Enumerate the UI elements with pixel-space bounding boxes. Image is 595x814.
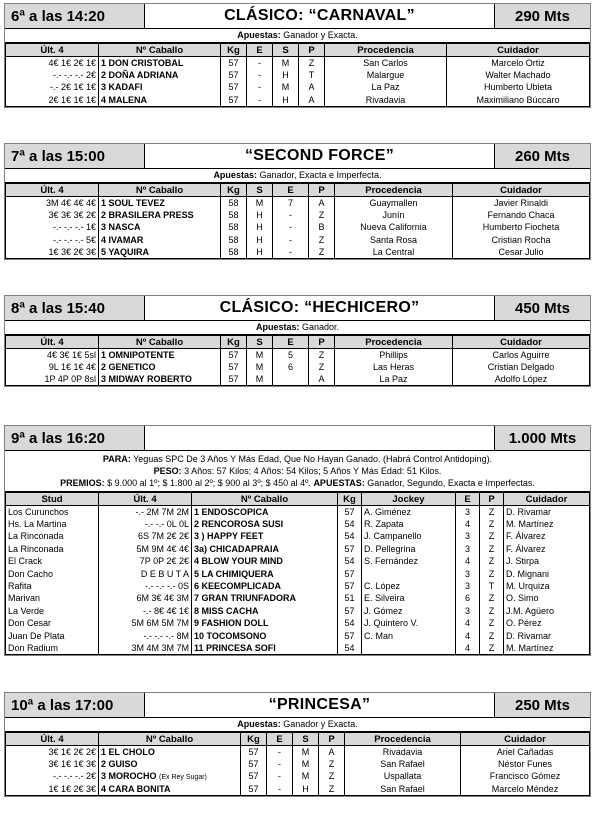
table-cell: 57: [241, 758, 267, 770]
table-row: [6, 580, 590, 592]
race-6-card: [4, 3, 591, 108]
table-cell: H: [247, 209, 273, 221]
table-cell: F. Álvarez: [504, 530, 590, 542]
table-cell: 9 FASHION DOLL: [192, 617, 338, 629]
table-cell: 2 BRASILERA PRESS: [99, 209, 221, 221]
table-cell: H: [247, 246, 273, 258]
table-cell: -: [247, 81, 273, 93]
table-cell: 57: [338, 543, 362, 555]
table-row: [6, 783, 590, 795]
table-cell: 54: [338, 555, 362, 567]
table-cell: H: [247, 221, 273, 233]
table-cell: A: [309, 373, 335, 385]
table-cell: 57: [221, 94, 247, 106]
table-cell: 11 PRINCESA SOFI: [192, 642, 338, 654]
table-cell: M. Urquiza: [504, 580, 590, 592]
table-row: [6, 246, 590, 258]
race-bets: Apuestas: Ganador, Exacta e Imperfecta.: [5, 169, 590, 183]
table-row: [6, 94, 590, 106]
table-cell: -: [273, 221, 309, 233]
table-cell: 3€ 1€ 1€ 3€: [6, 758, 99, 770]
table-cell: C. López: [362, 580, 456, 592]
table-cell: 57: [338, 567, 362, 579]
table-row: [6, 234, 590, 246]
table-cell: B: [309, 221, 335, 233]
table-cell: Z: [480, 530, 504, 542]
table-cell: Las Heras: [335, 361, 453, 373]
table-cell: R. Zapata: [362, 518, 456, 530]
table-cell: J.M. Agüero: [504, 605, 590, 617]
horse-note: (Ex Rey Sugar): [159, 774, 207, 782]
table-cell: 5 LA CHIMIQUERA: [192, 567, 338, 579]
table-cell: Don Radium: [6, 642, 99, 654]
table-cell: [362, 642, 456, 654]
table-cell: -: [247, 94, 273, 106]
table-cell: Z: [480, 629, 504, 641]
table-cell: Carlos Aguirre: [453, 349, 590, 361]
table-cell: 4 CARA BONITA: [99, 783, 241, 795]
table-cell: 3M 4M 3M 7M: [99, 642, 192, 654]
table-cell: 2€ 1€ 1€ 1€: [6, 94, 99, 106]
table-cell: Francisco Gómez: [461, 770, 590, 782]
table-cell: 5: [273, 349, 309, 361]
table-cell: Z: [319, 758, 345, 770]
table-row: [6, 506, 590, 518]
table-cell: M: [273, 81, 299, 93]
race-premios: PREMIOS: $ 9.000 al 1º; $ 1.800 al 2º; $ 900 al 3º; $ 450 al 4º. APUESTAS: Ganador, Segundo, Exacta e Imperfectas.: [60, 478, 535, 488]
table-cell: 3: [456, 580, 480, 592]
table-cell: Ariel Cañadas: [461, 746, 590, 758]
table-cell: H: [273, 94, 299, 106]
table-cell: 1 OMNIPOTENTE: [99, 349, 221, 361]
table-cell: Malargue: [325, 69, 447, 81]
race-peso: PESO: 3 Años: 57 Kilos; 4 Años: 54 Kilos; 5 Años Y Más Edad: 51 Kilos.: [153, 466, 442, 476]
table-cell: A. Giménez: [362, 506, 456, 518]
table-cell: La Rinconada: [6, 543, 99, 555]
table-cell: O. Simo: [504, 592, 590, 604]
race-6-table: [5, 43, 590, 107]
table-header-row: Últ. 4 Nº Caballo Kg E S P Procedencia Cuidador: [6, 733, 590, 746]
table-cell: 4€ 1€ 2€ 1€: [6, 57, 99, 69]
race-title: [145, 426, 494, 450]
race-distance: 260 Mts: [494, 144, 590, 168]
table-cell: 57: [221, 81, 247, 93]
race-8-table: [5, 335, 590, 386]
race-10-card: [4, 692, 591, 797]
table-cell: Rivadavia: [325, 94, 447, 106]
table-cell: 57: [221, 373, 247, 385]
table-cell: Hs. La Martina: [6, 518, 99, 530]
race-time: 7ª a las 15:00: [5, 144, 145, 168]
table-cell: 58: [221, 246, 247, 258]
race-bets: Apuestas: Ganador y Exacta.: [5, 718, 590, 732]
race-title: “PRINCESA”: [268, 696, 371, 713]
table-cell: -: [273, 246, 309, 258]
table-cell: Humberto Fiocheta: [453, 221, 590, 233]
table-cell: San Rafael: [345, 783, 461, 795]
table-cell: M. Martínez: [504, 642, 590, 654]
race-distance: 450 Mts: [494, 296, 590, 320]
table-cell: 4: [456, 555, 480, 567]
race-header: [5, 4, 590, 29]
table-cell: La Paz: [325, 81, 447, 93]
race-time: 8ª a las 15:40: [5, 296, 145, 320]
table-cell: M: [247, 373, 273, 385]
table-cell: 58: [221, 221, 247, 233]
table-cell: Uspallata: [345, 770, 461, 782]
table-cell: La Verde: [6, 605, 99, 617]
table-header-row: Últ. 4 Nº Caballo Kg S E P Procedencia Cuidador: [6, 184, 590, 197]
table-cell: 57: [221, 57, 247, 69]
table-cell: Z: [309, 349, 335, 361]
table-cell: H: [247, 234, 273, 246]
table-cell: Santa Rosa: [335, 234, 453, 246]
table-cell: La Rinconada: [6, 530, 99, 542]
table-cell: 3a) CHICADAPRAIA: [192, 543, 338, 555]
table-cell: La Paz: [335, 373, 453, 385]
table-row: [6, 209, 590, 221]
table-cell: 3: [456, 506, 480, 518]
table-cell: Z: [480, 642, 504, 654]
table-cell: Z: [299, 57, 325, 69]
race-time: 10ª a las 17:00: [5, 693, 145, 717]
table-row: [6, 605, 590, 617]
table-cell: -: [267, 746, 293, 758]
table-cell: Z: [480, 518, 504, 530]
race-9-card: [4, 425, 591, 656]
table-cell: -: [267, 770, 293, 782]
table-cell: -: [273, 234, 309, 246]
table-cell: Humberto Ubieta: [447, 81, 590, 93]
table-cell: O. Pérez: [504, 617, 590, 629]
table-cell: D. Rivamar: [504, 629, 590, 641]
table-cell: -.- -.- -.- 2€: [6, 69, 99, 81]
table-cell: D. Pellegrina: [362, 543, 456, 555]
table-cell: Phillips: [335, 349, 453, 361]
table-cell: M: [293, 770, 319, 782]
table-row: [6, 349, 590, 361]
table-cell: Z: [480, 506, 504, 518]
table-cell: Walter Machado: [447, 69, 590, 81]
table-cell: H: [273, 69, 299, 81]
table-cell: -: [247, 69, 273, 81]
table-cell: Junín: [335, 209, 453, 221]
table-cell: Guaymallen: [335, 197, 453, 209]
table-cell: 1 EL CHOLO: [99, 746, 241, 758]
table-cell: Maximiliano Búccaro: [447, 94, 590, 106]
table-cell: Adolfo López: [453, 373, 590, 385]
table-cell: 7: [273, 197, 309, 209]
table-cell: Don Cesar: [6, 617, 99, 629]
table-row: [6, 758, 590, 770]
table-cell: Fernando Chaca: [453, 209, 590, 221]
table-cell: Z: [309, 361, 335, 373]
table-cell: 51: [338, 592, 362, 604]
table-row: [6, 770, 590, 782]
table-cell: 57: [338, 605, 362, 617]
table-cell: 1 ENDOSCOPICA: [192, 506, 338, 518]
table-row: [6, 555, 590, 567]
table-cell: 57: [241, 770, 267, 782]
table-row: [6, 221, 590, 233]
table-cell: M: [293, 746, 319, 758]
table-cell: 3 KADAFI: [99, 81, 221, 93]
table-cell: Rivadavia: [345, 746, 461, 758]
table-cell: Nueva California: [335, 221, 453, 233]
table-cell: 6 KEECOMPLICADA: [192, 580, 338, 592]
table-cell: -: [267, 758, 293, 770]
table-cell: 54: [338, 617, 362, 629]
table-cell: 54: [338, 518, 362, 530]
table-cell: 57: [221, 349, 247, 361]
table-cell: Z: [480, 605, 504, 617]
table-cell: Néstor Funes: [461, 758, 590, 770]
table-row: [6, 617, 590, 629]
table-row: [6, 746, 590, 758]
table-cell: 4 IVAMAR: [99, 234, 221, 246]
table-cell: 3 NASCA: [99, 221, 221, 233]
table-cell: 4: [456, 642, 480, 654]
race-para: PARA: Yeguas SPC De 3 Años Y Más Edad, Que No Hayan Ganado. (Habrá Control Antidoping).: [102, 454, 493, 464]
table-cell: -.- 2M 7M 2M: [99, 506, 192, 518]
table-cell: M. Martínez: [504, 518, 590, 530]
race-7-card: [4, 143, 591, 260]
table-cell: 3€ 3€ 3€ 2€: [6, 209, 99, 221]
table-cell: 2 DOÑA ADRIANA: [99, 69, 221, 81]
table-cell: 4: [456, 617, 480, 629]
table-row: [6, 57, 590, 69]
table-cell: 57: [338, 629, 362, 641]
table-cell: 57: [241, 746, 267, 758]
table-cell: 7 GRAN TRIUNFADORA: [192, 592, 338, 604]
race-bets: Apuestas: Ganador y Exacta.: [5, 29, 590, 43]
table-row: [6, 530, 590, 542]
table-row: [6, 592, 590, 604]
table-cell: San Carlos: [325, 57, 447, 69]
race-title: CLÁSICO: “CARNAVAL”: [224, 7, 415, 24]
table-row: [6, 567, 590, 579]
table-cell: 8 MISS CACHA: [192, 605, 338, 617]
race-distance: 290 Mts: [494, 4, 590, 28]
table-cell: 3 ) HAPPY FEET: [192, 530, 338, 542]
table-cell: Z: [480, 543, 504, 555]
table-cell: 1P 4P 0P 8sl: [6, 373, 99, 385]
table-cell: 3M 4€ 4€ 4€: [6, 197, 99, 209]
table-cell: 1€ 3€ 2€ 3€: [6, 246, 99, 258]
race-10-table: [5, 732, 590, 796]
table-cell: -.- -.- -.- 5€: [6, 234, 99, 246]
table-cell: La Central: [335, 246, 453, 258]
table-cell: 6M 3€ 4€ 3M: [99, 592, 192, 604]
table-cell: 57: [221, 361, 247, 373]
table-cell: C. Man: [362, 629, 456, 641]
table-cell: 9L 1€ 1€ 4€: [6, 361, 99, 373]
table-cell: Z: [480, 592, 504, 604]
race-7-table: [5, 183, 590, 259]
table-cell: El Crack: [6, 555, 99, 567]
table-cell: 57: [221, 69, 247, 81]
table-cell: M: [273, 57, 299, 69]
race-header: [5, 693, 590, 718]
table-cell: M: [247, 361, 273, 373]
race-8-card: [4, 295, 591, 387]
table-cell: M: [247, 349, 273, 361]
table-cell: 5M 9M 4€ 4€: [99, 543, 192, 555]
table-cell: 10 TOCOMSONO: [192, 629, 338, 641]
race-conditions: [5, 451, 590, 492]
table-cell: 54: [338, 530, 362, 542]
table-cell: 1 SOUL TEVEZ: [99, 197, 221, 209]
table-cell: J. Stirpa: [504, 555, 590, 567]
table-cell: Cesar Julio: [453, 246, 590, 258]
table-cell: 57: [338, 506, 362, 518]
table-cell: -: [247, 57, 273, 69]
table-row: [6, 81, 590, 93]
table-cell: 6: [273, 361, 309, 373]
table-cell: Z: [480, 617, 504, 629]
table-cell: 1€ 1€ 2€ 3€: [6, 783, 99, 795]
table-cell: 4 MALENA: [99, 94, 221, 106]
table-cell: M: [247, 197, 273, 209]
table-cell: A: [309, 197, 335, 209]
table-cell: -.- 2€ 1€ 1€: [6, 81, 99, 93]
race-header: [5, 144, 590, 169]
table-cell: A: [299, 94, 325, 106]
table-cell: Don Cacho: [6, 567, 99, 579]
table-cell: 6S 7M 2€ 2€: [99, 530, 192, 542]
table-cell: A: [299, 81, 325, 93]
table-cell: Cristian Rocha: [453, 234, 590, 246]
table-cell: 3: [456, 543, 480, 555]
table-row: [6, 373, 590, 385]
table-cell: -.- -.- -.- 0S: [99, 580, 192, 592]
table-cell: 4: [456, 629, 480, 641]
table-row: [6, 642, 590, 654]
table-cell: 5M 6M 5M 7M: [99, 617, 192, 629]
table-cell: 2 RENCOROSA SUSI: [192, 518, 338, 530]
table-cell: J. Quintero V.: [362, 617, 456, 629]
table-cell: J. Gómez: [362, 605, 456, 617]
table-cell: Marcelo Méndez: [461, 783, 590, 795]
table-cell: J. Campanello: [362, 530, 456, 542]
table-cell: Marivan: [6, 592, 99, 604]
table-header-row: Últ. 4 Nº Caballo Kg E S P Procedencia Cuidador: [6, 44, 590, 57]
table-cell: Z: [319, 783, 345, 795]
table-cell: Z: [480, 555, 504, 567]
race-distance: 1.000 Mts: [494, 426, 590, 450]
table-cell: F. Álvarez: [504, 543, 590, 555]
table-cell: Z: [309, 234, 335, 246]
table-cell: -.- 8€ 4€ 1€: [99, 605, 192, 617]
table-cell: T: [480, 580, 504, 592]
race-9-table: [5, 492, 590, 655]
table-cell: Javier Rinaldi: [453, 197, 590, 209]
race-header: [5, 426, 590, 451]
table-cell: Los Curunchos: [6, 506, 99, 518]
table-cell: Rafita: [6, 580, 99, 592]
table-cell: 2 GUISO: [99, 758, 241, 770]
table-row: [6, 518, 590, 530]
table-cell: -: [273, 209, 309, 221]
table-cell: Z: [319, 770, 345, 782]
table-cell: [362, 567, 456, 579]
table-cell: [273, 373, 309, 385]
table-cell: D. Mignani: [504, 567, 590, 579]
table-row: [6, 69, 590, 81]
table-cell: Z: [480, 567, 504, 579]
table-header-row: Stud Últ. 4 Nº Caballo Kg Jockey E P Cuidador: [6, 493, 590, 506]
race-distance: 250 Mts: [494, 693, 590, 717]
table-row: [6, 197, 590, 209]
table-cell: Z: [309, 209, 335, 221]
table-cell: E. Silveira: [362, 592, 456, 604]
table-cell: Marcelo Ortiz: [447, 57, 590, 69]
race-time: 9ª a las 16:20: [5, 426, 145, 450]
table-cell: Juan De Plata: [6, 629, 99, 641]
table-cell: 3 MIDWAY ROBERTO: [99, 373, 221, 385]
table-cell: 2 GENETICO: [99, 361, 221, 373]
table-cell: 7P 0P 2€ 2€: [99, 555, 192, 567]
table-cell: 3: [456, 567, 480, 579]
table-cell: 58: [221, 197, 247, 209]
table-cell: 58: [221, 209, 247, 221]
table-cell: -: [267, 783, 293, 795]
table-cell: -.- -.- -.- 1€: [6, 221, 99, 233]
table-cell: -.- -.- -.- 2€: [6, 770, 99, 782]
table-header-row: Últ. 4 Nº Caballo Kg S E P Procedencia Cuidador: [6, 336, 590, 349]
table-row: [6, 629, 590, 641]
table-cell: Z: [309, 246, 335, 258]
table-cell: -.- -.- 0L 0L: [99, 518, 192, 530]
table-row: [6, 361, 590, 373]
table-cell: 57: [338, 580, 362, 592]
table-cell: 54: [338, 642, 362, 654]
table-cell: A: [319, 746, 345, 758]
table-cell: 3€ 1€ 2€ 2€: [6, 746, 99, 758]
table-cell: T: [299, 69, 325, 81]
table-cell: H: [293, 783, 319, 795]
table-row: [6, 543, 590, 555]
race-header: [5, 296, 590, 321]
race-bets: Apuestas: Ganador.: [5, 321, 590, 335]
table-cell: 5 YAQUIRA: [99, 246, 221, 258]
table-cell: 3: [456, 530, 480, 542]
race-title: CLÁSICO: “HECHICERO”: [219, 299, 420, 316]
table-cell: S. Fernández: [362, 555, 456, 567]
table-cell: 4€ 3€ 1€ 5sl: [6, 349, 99, 361]
table-cell: D. Rivamar: [504, 506, 590, 518]
table-cell: 3: [456, 605, 480, 617]
table-cell: 4: [456, 518, 480, 530]
race-time: 6ª a las 14:20: [5, 4, 145, 28]
table-cell: D E B U T A: [99, 567, 192, 579]
table-cell: Cristian Delgado: [453, 361, 590, 373]
table-cell: 4 BLOW YOUR MIND: [192, 555, 338, 567]
table-cell: M: [293, 758, 319, 770]
race-title: “SECOND FORCE”: [244, 147, 395, 164]
table-cell: 6: [456, 592, 480, 604]
table-cell: 1 DON CRISTOBAL: [99, 57, 221, 69]
table-cell: 57: [241, 783, 267, 795]
table-cell: San Rafael: [345, 758, 461, 770]
table-cell: -.- -.- -.- 8M: [99, 629, 192, 641]
table-cell: 3 MOROCHO (Ex Rey Sugar): [99, 770, 241, 782]
table-cell: 58: [221, 234, 247, 246]
